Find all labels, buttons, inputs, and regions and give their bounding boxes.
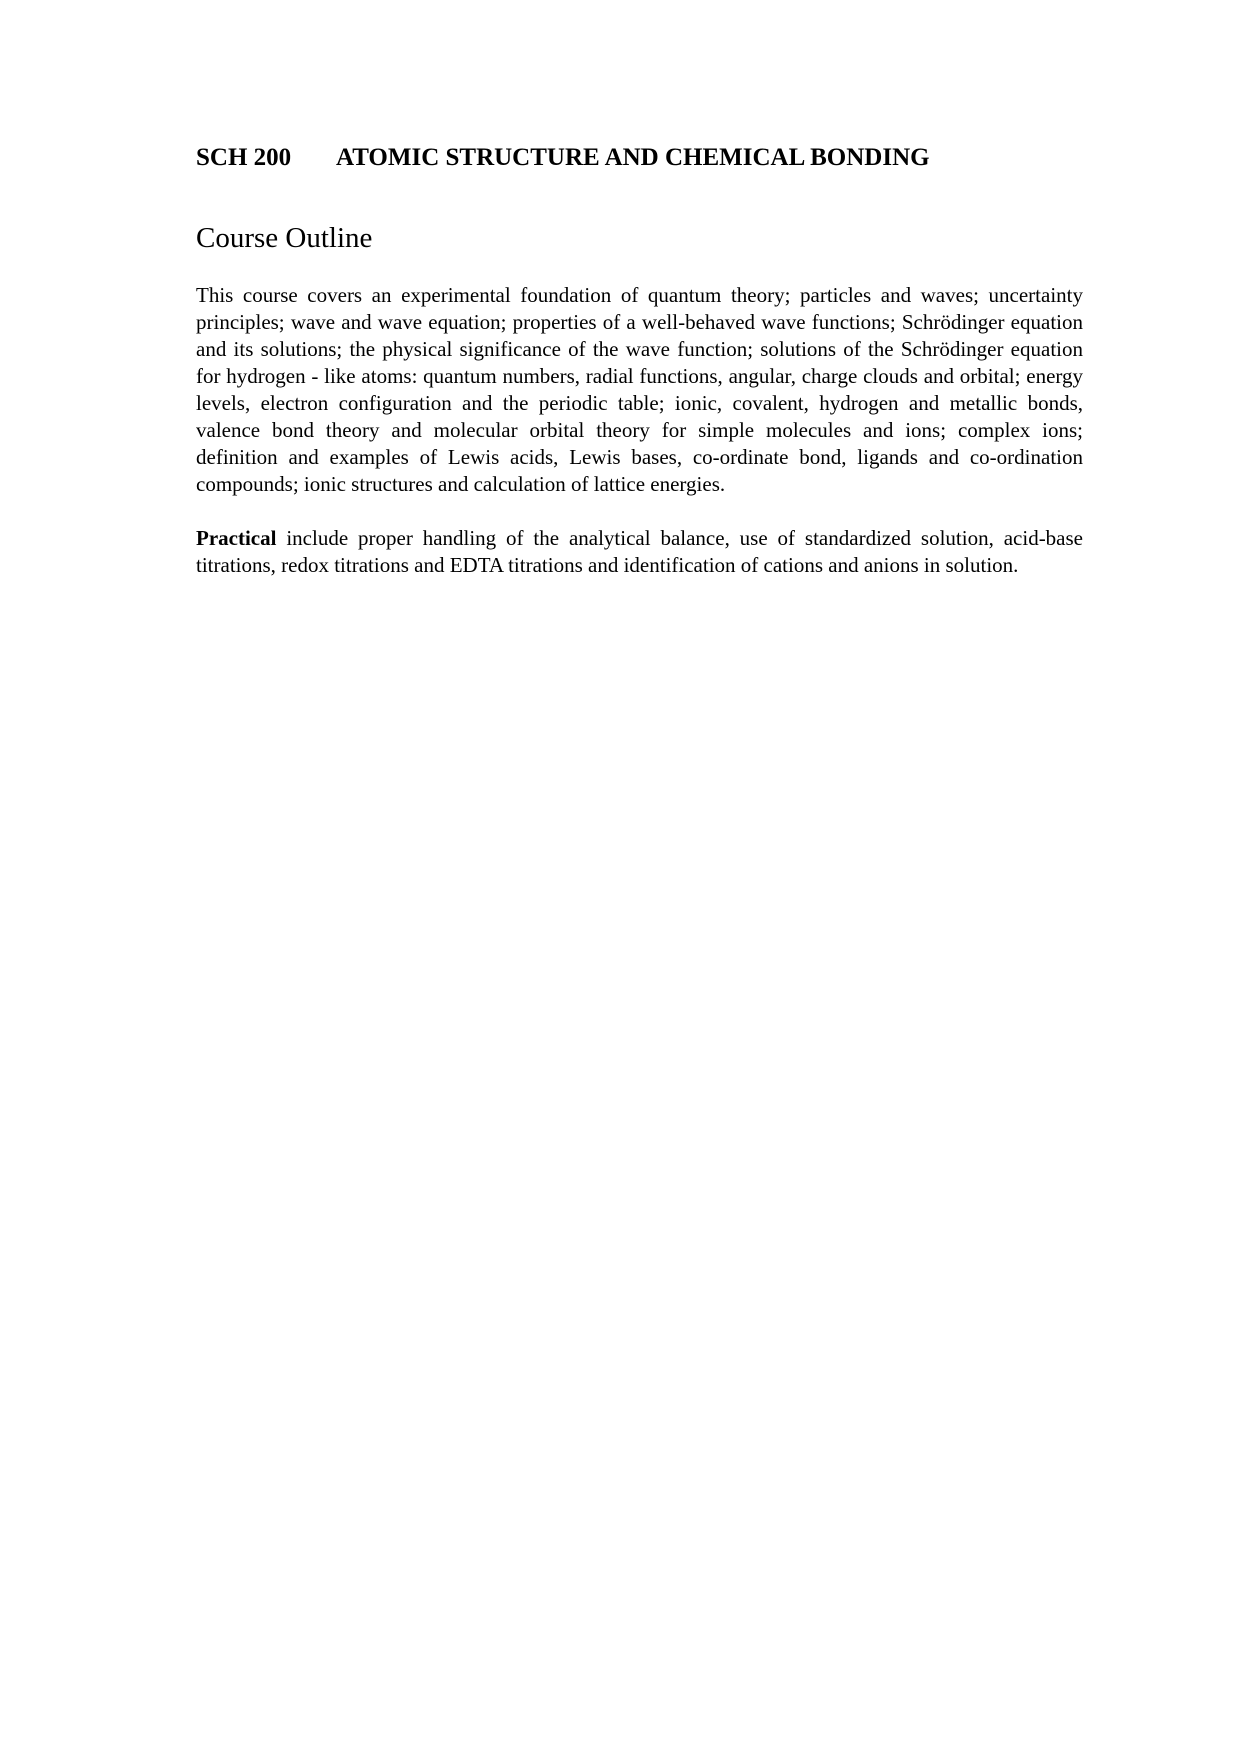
course-heading <box>196 140 1083 176</box>
course-description: This course covers an experimental foundation of quantum theory; particles and waves; uncertainty principles; wave and wave equation; properties of a well-behaved wave functions; Schrödinger equation and its solutions; the physical significance of the wave function; solutions of the Schrödinger equation for hydrogen - like atoms: quantum numbers, radial functions, angular, charge clouds and orbital; energy levels, electron configuration and the periodic table; ionic, covalent, hydrogen and metallic bonds, valence bond theory and molecular orbital theory for simple molecules and ions; complex ions; definition and examples of Lewis acids, Lewis bases, co-ordinate bond, ligands and co-ordination compounds; ionic structures and calculation of lattice energies. <box>196 283 1083 496</box>
course-code: SCH 200 <box>196 144 292 171</box>
document-page <box>196 140 1083 579</box>
practical-text: include proper handling of the analytical balance, use of standardized solution, acid-base titrations, redox titrations and EDTA titrations and identification of cations and anions in solution. <box>196 526 1083 577</box>
practical-lead: Practical <box>196 526 277 550</box>
course-title: ATOMIC STRUCTURE AND CHEMICAL BONDING <box>336 144 930 171</box>
practical-paragraph <box>196 525 1083 579</box>
outline-heading: Course Outline <box>196 222 373 254</box>
